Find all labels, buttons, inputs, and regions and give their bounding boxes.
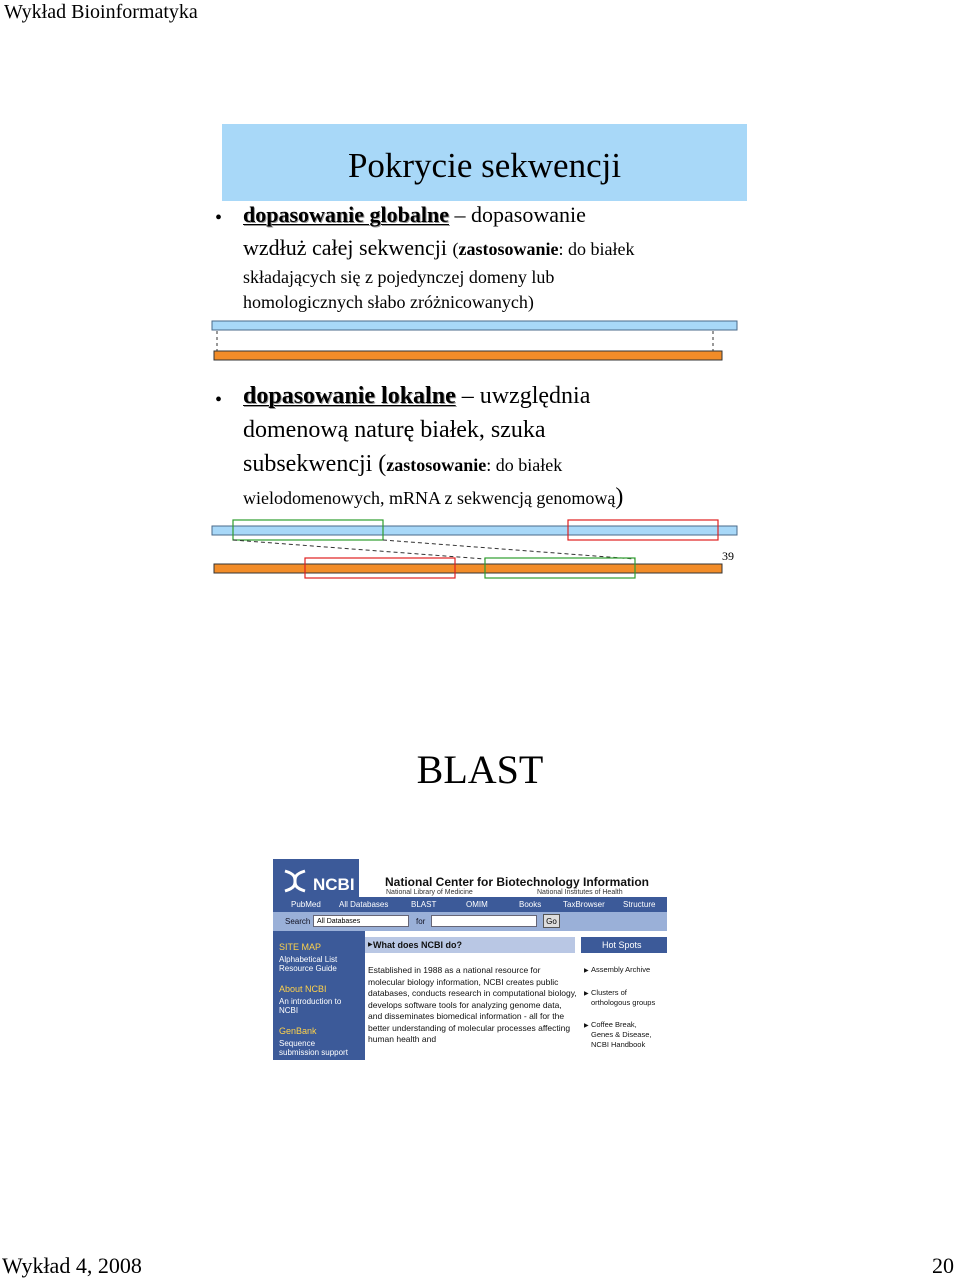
bullet2-line3-rest: : do białek: [486, 455, 563, 475]
seq-bar-blue: [212, 321, 737, 330]
nav-blast[interactable]: BLAST: [411, 900, 437, 909]
sidebar-about[interactable]: About NCBI: [279, 984, 327, 994]
align-dash-1: [233, 540, 485, 559]
bullet2-line3: [243, 451, 562, 478]
nav-books[interactable]: Books: [519, 900, 542, 909]
hot-spots-heading: Hot Spots: [602, 940, 642, 950]
sidebar-link[interactable]: An introduction to: [279, 997, 342, 1006]
hot-spot-item[interactable]: [591, 965, 667, 975]
bullet2-text1: uwzględnia: [479, 383, 591, 409]
nav-taxbrowser[interactable]: TaxBrowser: [563, 900, 605, 909]
sidebar-genbank[interactable]: GenBank: [279, 1026, 317, 1036]
sidebar-link[interactable]: Resource Guide: [279, 964, 337, 973]
bullet-marker: •: [215, 207, 223, 229]
ncbi-screenshot: [273, 859, 667, 1060]
local-alignment-diagram: [205, 515, 745, 585]
slide-title: Pokrycie sekwencji: [347, 146, 622, 185]
hot-spot-line: orthologous groups: [591, 998, 656, 1007]
triangle-icon: ▶: [584, 991, 589, 997]
bullet1-term: dopasowanie globalne: [243, 202, 449, 227]
hot-spot-item[interactable]: [591, 1020, 667, 1050]
triangle-icon: ▶: [584, 968, 589, 974]
seq-bar-orange: [214, 351, 722, 360]
sidebar-link[interactable]: Alphabetical List: [279, 955, 338, 964]
footer-page-number: 20: [932, 1253, 954, 1278]
bullet1-line3: składających się z pojedynczej domeny lub: [243, 267, 555, 287]
slide-number: 39: [722, 549, 734, 563]
search-input[interactable]: [431, 915, 537, 927]
ncbi-nlm: National Library of Medicine: [386, 889, 473, 896]
bullet2-line1: [243, 383, 590, 410]
bullet2-dash: –: [455, 383, 480, 409]
footer-lecture: Wykład 4, 2008: [2, 1253, 142, 1278]
section-title: BLAST: [416, 747, 544, 792]
hot-spot-line: Genes & Disease,: [591, 1030, 652, 1039]
bullet1-dash: –: [449, 202, 471, 227]
page-header-title: Wykład Bioinformatyka: [4, 1, 198, 23]
bullet2-close-paren: ): [615, 484, 624, 510]
bullet1-line1: [243, 202, 586, 228]
nav-all-databases[interactable]: All Databases: [339, 900, 389, 909]
ncbi-description: Established in 1988 as a national resource for molecular biology information, NCBI creates public databases, conducts research in computational biology, develops software tools for analyzing genome data, and disseminates biomedical information - all for the better understanding of molecular processes affecting human health and: [368, 965, 577, 1044]
search-for-label: for: [416, 917, 426, 926]
ncbi-center-title: National Center for Biotechnology Information: [385, 875, 650, 889]
ncbi-sidebar: [273, 931, 365, 1060]
sidebar-site-map[interactable]: SITE MAP: [279, 942, 322, 952]
bullet2-line3-main: subsekwencji (: [243, 451, 387, 477]
nav-omim[interactable]: OMIM: [466, 900, 488, 909]
sidebar-link[interactable]: Sequence: [279, 1039, 316, 1048]
triangle-icon: ▶: [584, 1023, 589, 1029]
nav-pubmed[interactable]: PubMed: [291, 900, 321, 909]
align-dash-2: [383, 540, 635, 559]
ncbi-logo-text: NCBI: [313, 875, 355, 894]
database-select[interactable]: All Databases: [313, 915, 409, 927]
bullet1-line2: [243, 235, 635, 261]
nav-structure[interactable]: Structure: [623, 900, 656, 909]
bullet1-paren: (: [452, 239, 459, 259]
dna-helix-icon: [281, 867, 309, 895]
triangle-icon: ▶: [368, 942, 373, 948]
hot-spot-item[interactable]: [591, 988, 667, 1008]
hot-spot-line: Clusters of: [591, 988, 627, 997]
what-heading: What does NCBI do?: [373, 940, 462, 950]
ncbi-nih: National Institutes of Health: [537, 889, 623, 896]
sidebar-link[interactable]: submission support: [279, 1048, 348, 1057]
bullet2-line2: domenową naturę białek, szuka: [243, 417, 546, 443]
seq-bar-orange: [214, 564, 722, 573]
bullet1-key: zastosowanie: [458, 239, 559, 259]
bullet1-line2-rest: : do białek: [558, 239, 635, 259]
bullet2-key: zastosowanie: [386, 455, 487, 475]
bullet2-line4-main: wielodomenowych, mRNA z sekwencją genomową: [243, 488, 616, 508]
ncbi-nav-bar: [273, 897, 667, 912]
search-label: Search: [285, 917, 311, 926]
go-button[interactable]: Go: [543, 914, 560, 928]
hot-spot-line: NCBI Handbook: [591, 1040, 646, 1049]
bullet1-line4: homologicznych słabo zróżnicowanych): [243, 292, 534, 312]
hot-spot-line: Coffee Break,: [591, 1020, 637, 1029]
seq-bar-blue: [212, 526, 737, 535]
bullet-marker: •: [215, 389, 223, 411]
bullet2-term: dopasowanie lokalne: [243, 383, 456, 409]
sidebar-link[interactable]: NCBI: [279, 1006, 299, 1015]
bullet1-text1: dopasowanie: [471, 202, 586, 227]
hot-spot-line: Assembly Archive: [591, 965, 651, 974]
global-alignment-diagram: [205, 315, 745, 365]
bullet2-line4: [243, 484, 623, 511]
bullet1-line2-main: wzdłuż całej sekwencji: [243, 235, 453, 260]
